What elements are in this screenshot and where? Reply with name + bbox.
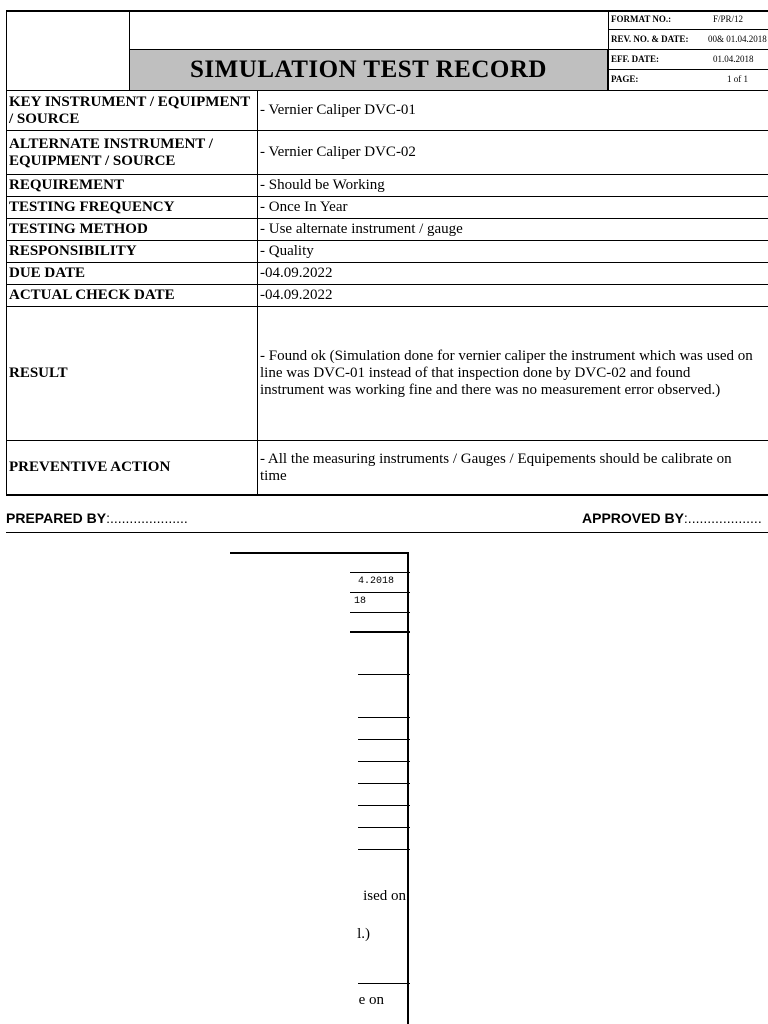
row-value [259, 307, 768, 440]
row-label: ALTERNATE INSTRUMENT / EQUIPMENT / SOURCE [7, 131, 258, 174]
row-value: -04.09.2022 [260, 265, 333, 281]
divider [350, 592, 410, 593]
divider [358, 761, 410, 762]
page-bottom-border [6, 532, 768, 533]
row-value: - Vernier Caliper DVC-01 [260, 102, 416, 118]
divider [350, 631, 410, 633]
second-page-frame [230, 552, 409, 1024]
table-row [6, 262, 768, 284]
row-label: RESPONSIBILITY [7, 241, 258, 262]
row-label: TESTING METHOD [7, 219, 258, 240]
meta-rev-no: REV. NO. & DATE: 00& 01.04.2018 [609, 30, 768, 50]
table-row [6, 196, 768, 218]
table-row [6, 240, 768, 262]
prepared-by-value: :.................... [106, 510, 188, 526]
row-label: ACTUAL CHECK DATE [7, 285, 258, 306]
row-label: PREVENTIVE ACTION [7, 441, 258, 494]
approved-by [582, 510, 762, 526]
prepared-by [6, 510, 188, 526]
title-top-cell [130, 10, 608, 50]
table-row [6, 218, 768, 240]
table-row [6, 90, 768, 130]
row-label: KEY INSTRUMENT / EQUIPMENT / SOURCE [7, 91, 258, 130]
row-value [259, 441, 768, 494]
row-value: - Vernier Caliper DVC-02 [260, 144, 416, 160]
eff-fragment: 18 [353, 596, 366, 607]
result-text: - Found ok (Simulation done for vernier caliper the instrument which was used on line was DVC-01 instead of that inspection done by DVC-02 and found instrument was working fine and there was no measurement error observed.) [260, 348, 753, 398]
row-value: - Should be Working [260, 177, 385, 193]
divider [358, 717, 410, 718]
divider [358, 827, 410, 828]
row-label: REQUIREMENT [7, 175, 258, 196]
result-fragment-end: l.) [357, 926, 370, 942]
document-title: SIMULATION TEST RECORD [130, 50, 608, 90]
divider [350, 572, 410, 573]
divider [358, 783, 410, 784]
rev-fragment: 4.2018 [357, 576, 394, 587]
meta-eff-date: EFF. DATE: 01.04.2018 [609, 50, 768, 70]
meta-box [608, 10, 768, 90]
footer-divider [6, 494, 768, 496]
meta-page: PAGE: 1 of 1 [611, 74, 748, 84]
row-value: - Use alternate instrument / gauge [260, 221, 463, 237]
prepared-by-label: PREPARED BY [6, 510, 107, 526]
divider [358, 739, 410, 740]
result-fragment: ised on [363, 888, 406, 904]
table-row [6, 440, 768, 494]
divider [350, 612, 410, 613]
row-label: TESTING FREQUENCY [7, 197, 258, 218]
preventive-fragment: e on [358, 992, 384, 1008]
meta-format-no: FORMAT NO.: F/PR/12 [609, 10, 768, 30]
table-row [6, 306, 768, 440]
second-page-fragment [230, 552, 410, 1024]
table-row [6, 130, 768, 174]
approved-by-label: APPROVED BY [582, 510, 684, 526]
row-value: -04.09.2022 [260, 287, 333, 303]
table-row [6, 174, 768, 196]
divider [358, 674, 410, 675]
approved-by-value: :................... [683, 510, 762, 526]
divider [358, 849, 410, 850]
preventive-action-text: - All the measuring instruments / Gauges / Equipements should be calibrate on time [260, 450, 732, 484]
row-value: - Quality [260, 243, 314, 259]
logo-cell [6, 10, 130, 90]
divider [358, 805, 410, 806]
row-label: RESULT [7, 307, 258, 440]
table-row [6, 284, 768, 306]
divider [358, 983, 410, 984]
row-label: DUE DATE [7, 263, 258, 284]
row-value: - Once In Year [260, 199, 348, 215]
